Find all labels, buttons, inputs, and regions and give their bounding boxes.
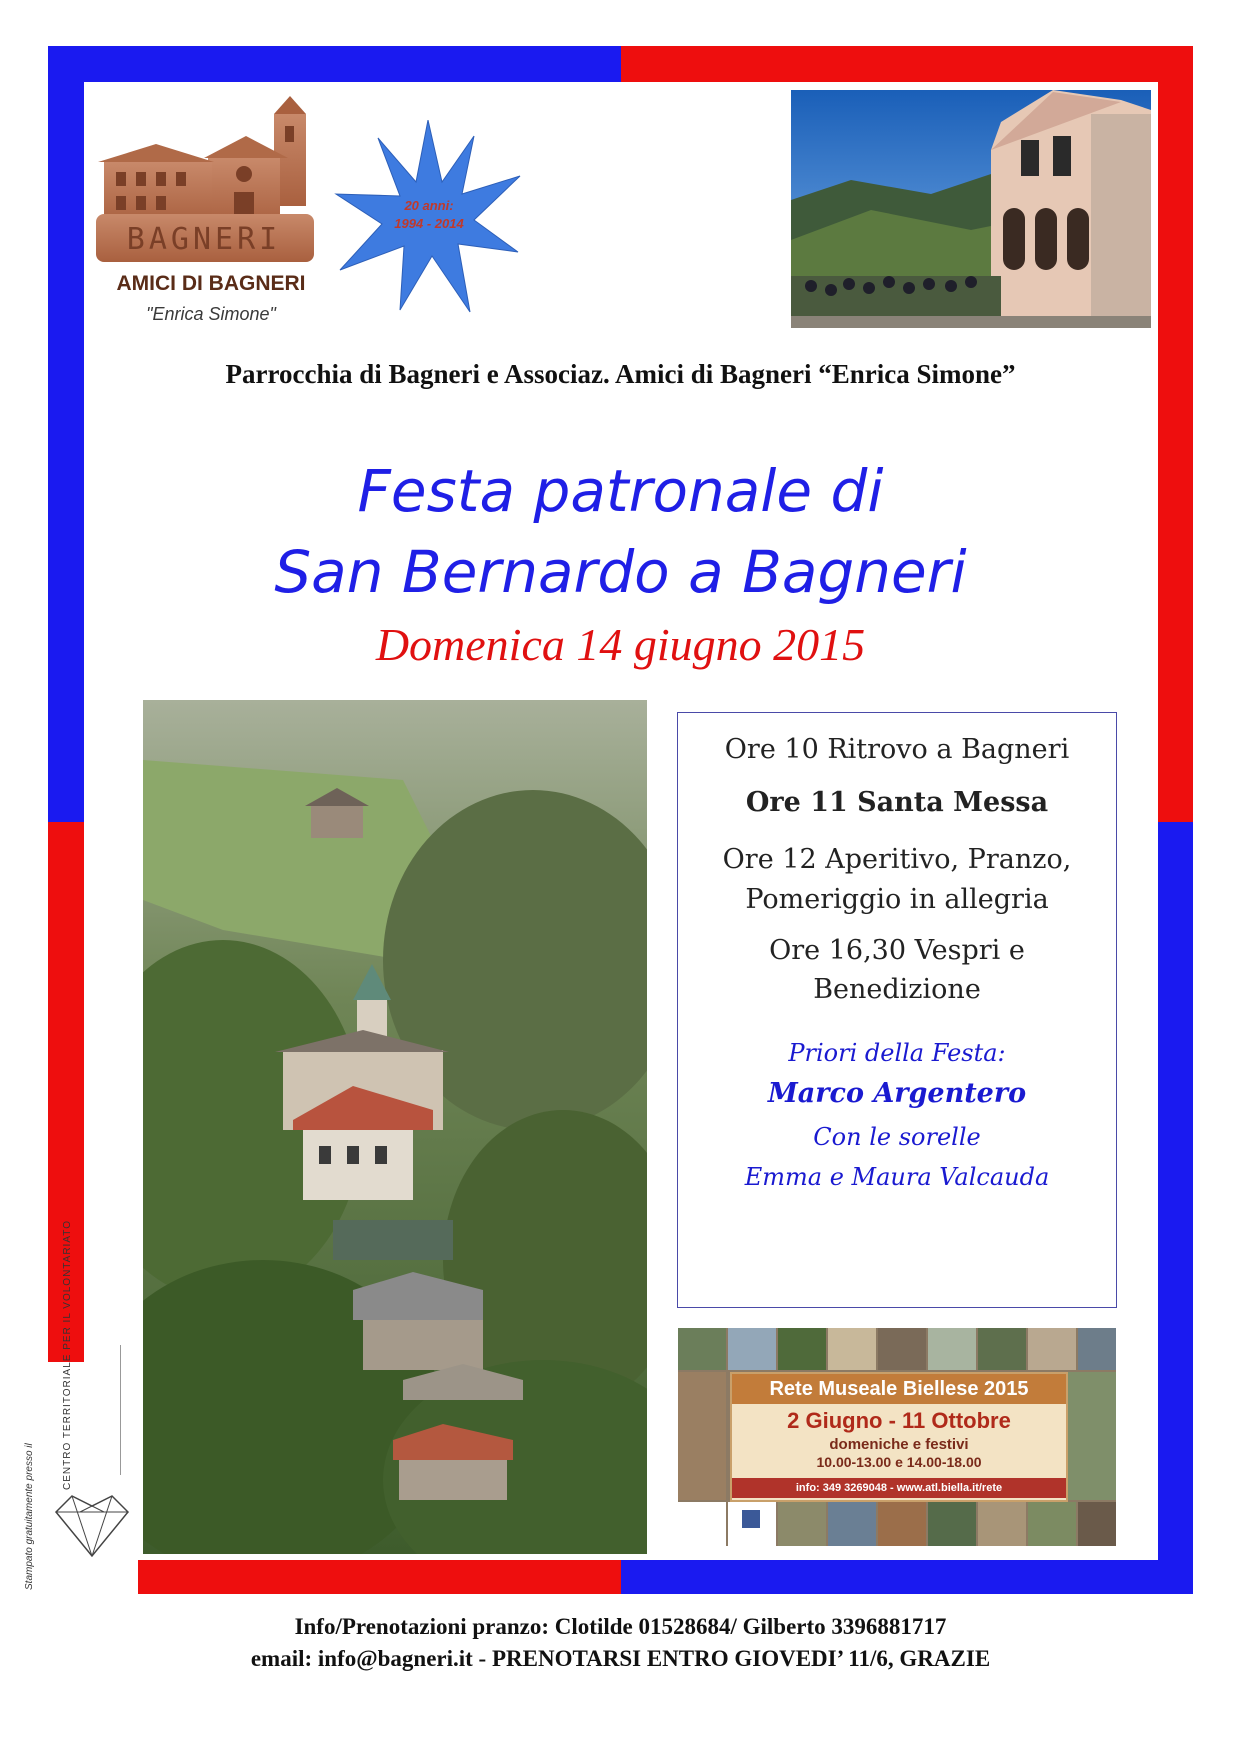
frame-left-blue bbox=[48, 46, 84, 822]
event-date: Domenica 14 giugno 2015 bbox=[375, 619, 866, 670]
frame-right-blue bbox=[1158, 822, 1193, 1594]
side-divider bbox=[120, 1345, 121, 1475]
priori-name: Marco Argentero bbox=[767, 1078, 1027, 1109]
badge-line-2: 1994 - 2014 bbox=[394, 216, 464, 231]
museum-thumbnails-top bbox=[678, 1328, 1116, 1370]
program-item-5: Ore 16,30 Vespri e bbox=[769, 935, 1025, 966]
museum-thumbnails-bottom bbox=[678, 1502, 1116, 1546]
frame-top-blue bbox=[48, 46, 621, 82]
logo-association: AMICI DI BAGNERI bbox=[116, 272, 306, 295]
priori-sisters: Emma e Maura Valcauda bbox=[744, 1163, 1050, 1191]
frame-right-red bbox=[1158, 46, 1193, 822]
museum-hours: 10.00-13.00 e 14.00-18.00 bbox=[816, 1454, 982, 1470]
printed-by-note: Stampato gratuitamente presso il bbox=[24, 1443, 35, 1590]
museum-title: Rete Museale Biellese 2015 bbox=[732, 1374, 1066, 1404]
logo-dedication: "Enrica Simone" bbox=[146, 304, 276, 324]
museum-network-ad bbox=[678, 1328, 1116, 1546]
volunteer-center-name: CENTRO TERRITORIALE PER IL VOLONTARIATO bbox=[62, 1220, 73, 1490]
museum-days: domeniche e festivi bbox=[829, 1436, 969, 1453]
bagneri-village-photo bbox=[143, 700, 647, 1554]
program-item-1: Ore 10 Ritrovo a Bagneri bbox=[724, 734, 1070, 765]
program-box bbox=[677, 712, 1117, 1308]
frame-bottom-blue bbox=[621, 1560, 1193, 1594]
frame-top-red bbox=[621, 46, 1193, 82]
program-item-3: Ore 12 Aperitivo, Pranzo, bbox=[722, 844, 1072, 875]
badge-line-1: 20 anni: bbox=[404, 198, 454, 213]
program-item-4: Pomeriggio in allegria bbox=[745, 884, 1049, 915]
program-item-6: Benedizione bbox=[813, 974, 981, 1005]
program-item-2: Ore 11 Santa Messa bbox=[745, 787, 1049, 818]
museum-thumb-right bbox=[1068, 1372, 1116, 1500]
museum-panel bbox=[730, 1372, 1068, 1502]
footer-reservations: Info/Prenotazioni pranzo: Clotilde 01528684/ Gilberto 3396881717 bbox=[294, 1614, 947, 1639]
title-line-1: Festa patronale di bbox=[357, 457, 884, 525]
frame-bottom-red bbox=[138, 1560, 621, 1594]
organizers-header: Parrocchia di Bagneri e Associaz. Amici di Bagneri “Enrica Simone” bbox=[225, 359, 1016, 389]
museum-dates: 2 Giugno - 11 Ottobre bbox=[787, 1408, 1011, 1433]
footer-email: email: info@bagneri.it - PRENOTARSI ENTRO GIOVEDI’ 11/6, GRAZIE bbox=[250, 1646, 991, 1671]
priori-with: Con le sorelle bbox=[813, 1123, 981, 1151]
title-line-2: San Bernardo a Bagneri bbox=[274, 538, 967, 606]
volunteer-center-logo-icon bbox=[54, 1492, 130, 1558]
logo-name: BAGNERI bbox=[126, 222, 282, 257]
church-facade-photo bbox=[791, 90, 1151, 328]
priori-label: Priori della Festa: bbox=[788, 1039, 1006, 1067]
museum-info: info: 349 3269048 - www.atl.biella.it/rete bbox=[732, 1478, 1066, 1498]
museum-thumb-left bbox=[678, 1372, 726, 1500]
